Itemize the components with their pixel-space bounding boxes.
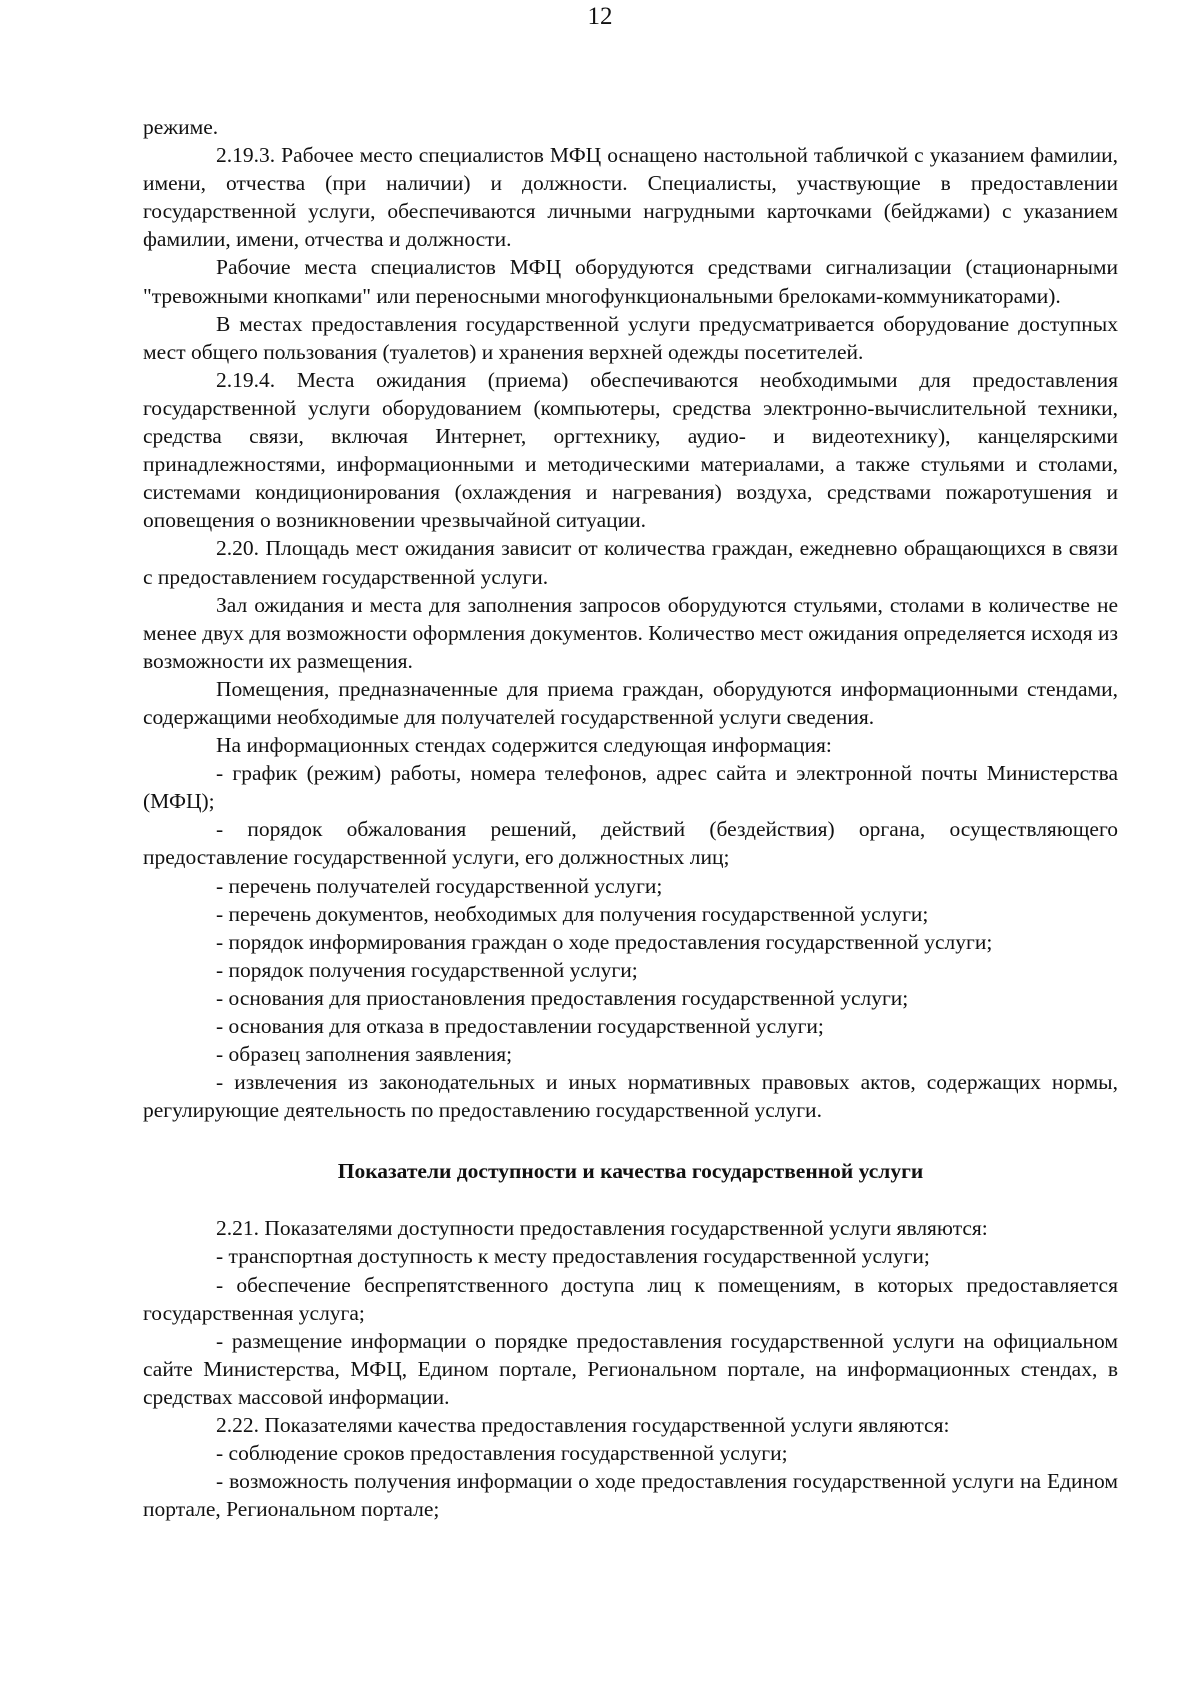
paragraph: - основания для отказа в предоставлении государственной услуги; xyxy=(216,1014,824,1038)
paragraph: - основания для приостановления предоставления государственной услуги; xyxy=(216,985,909,1010)
paragraphs-after-heading xyxy=(143,1214,1118,1523)
paragraph: В местах предоставления государственной услуги предусматривается оборудование доступных мест общего пользования (туалетов) и хранения верхней одежды посетителей. xyxy=(143,311,1118,364)
paragraph: - образец заполнения заявления; xyxy=(216,1042,513,1067)
paragraph: 2.19.4. Места ожидания (приема) обеспечиваются необходимыми для предоставления государственной услуги оборудованием (компьютеры, средства электронно-вычислительной техники, средства связи, включая Интернет, оргтехнику, аудио- и видеотехнику), канцелярскими принадлежностями, информационными и методическими материалами, а также стульями и столами, системами кондиционирования (охлаждения и нагревания) воздуха, средствами пожаротушения и оповещения о возникновении чрезвычайной ситуации. xyxy=(143,367,1118,533)
paragraph: Зал ожидания и места для заполнения запросов оборудуются стульями, столами в количестве не менее двух для возможности оформления документов. Количество мест ожидания определяется исходя из возможности их размещения. xyxy=(143,592,1118,673)
paragraph: 2.22. Показателями качества предоставления государственной услуги являются: xyxy=(216,1413,950,1438)
paragraph: 2.21. Показателями доступности предоставления государственной услуги являются: xyxy=(216,1216,988,1241)
paragraphs-before-heading xyxy=(143,113,1118,1124)
paragraph: 2.19.3. Рабочее место специалистов МФЦ оснащено настольной табличкой с указанием фамилии, имени, отчества (при наличии) и должности. Специалисты, участвующие в предоставлении государственной услуги, обеспечиваются личными нагрудными карточками (бейджами) с указанием фамилии, имени, отчества и должности. xyxy=(143,143,1118,252)
paragraph: 2.20. Площадь мест ожидания зависит от количества граждан, ежедневно обращающихся в связи с предоставлением государственной услуги. xyxy=(143,536,1118,589)
paragraph: - размещение информации о порядке предоставления государственной услуги на официальном сайте Министерства, МФЦ, Едином портале, Региональном портале, на информационных стендах, в средствах массовой информации. xyxy=(143,1328,1118,1409)
paragraph: - соблюдение сроков предоставления государственной услуги; xyxy=(216,1441,788,1466)
paragraph: - порядок информирования граждан о ходе предоставления государственной услуги; xyxy=(216,929,993,954)
paragraph: режиме. xyxy=(143,115,219,139)
section-heading: Показатели доступности и качества государственной услуги xyxy=(337,1159,924,1184)
paragraph: - перечень документов, необходимых для получения государственной услуги; xyxy=(216,901,929,926)
paragraph: На информационных стендах содержится следующая информация: xyxy=(216,733,832,758)
document-body xyxy=(143,113,1118,1523)
page-number: 12 xyxy=(587,3,613,30)
paragraph: - возможность получения информации о ходе предоставления государственной услуги на Едином портале, Региональном портале; xyxy=(143,1469,1118,1522)
paragraph: - порядок получения государственной услуги; xyxy=(216,957,638,982)
paragraph: Помещения, предназначенные для приема граждан, оборудуются информационными стендами, содержащими необходимые для получателей государственной услуги сведения. xyxy=(143,676,1118,729)
paragraph: Рабочие места специалистов МФЦ оборудуются средствами сигнализации (стационарными "тревожными кнопками" или переносными многофункциональными брелоками-коммуникаторами). xyxy=(143,255,1118,308)
paragraph: - перечень получателей государственной услуги; xyxy=(216,873,663,898)
paragraph: - транспортная доступность к месту предоставления государственной услуги; xyxy=(216,1244,930,1269)
paragraph: - обеспечение беспрепятственного доступа лиц к помещениям, в которых предоставляется государственная услуга; xyxy=(143,1272,1118,1325)
paragraph: - извлечения из законодательных и иных нормативных правовых актов, содержащих нормы, регулирующие деятельность по предоставлению государственной услуги. xyxy=(143,1070,1118,1123)
paragraph: - порядок обжалования решений, действий (бездействия) органа, осуществляющего предоставление государственной услуги, его должностных лиц; xyxy=(143,817,1118,870)
paragraph: - график (режим) работы, номера телефонов, адрес сайта и электронной почты Министерства (МФЦ); xyxy=(143,761,1118,814)
